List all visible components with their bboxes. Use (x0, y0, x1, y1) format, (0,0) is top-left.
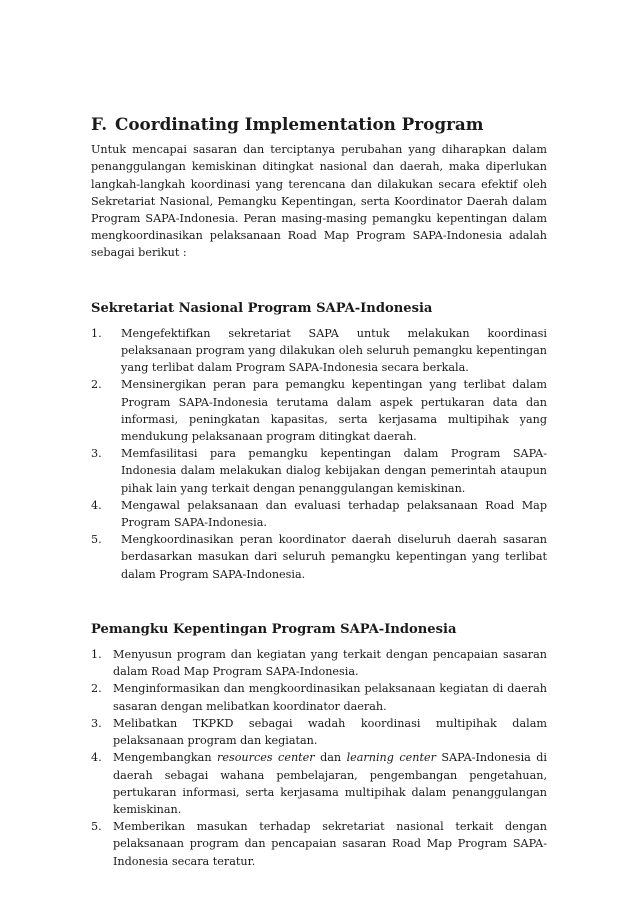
item-text: Menyusun program dan kegiatan yang terkait dengan pencapaian sasaran dalam Road Map Program SAPA-Indonesia. (113, 648, 547, 679)
item-text: Mensinergikan peran para pemangku kepentingan yang terlibat dalam Program SAPA-Indonesia terutama dalam aspek pertukaran data dan informasi, peningkatan kapasitas, serta kerjasama multipihak yang mendukung pelaksanaan program ditingkat daerah. (121, 378, 547, 444)
item-number: 2. (91, 378, 102, 392)
item-text: Memfasilitasi para pemangku kepentingan dalam Program SAPA-Indonesia dalam melakukan dialog kebijakan dengan pemerintah ataupun pihak lain yang terkait dengan penanggulangan kemiskinan. (121, 447, 547, 495)
section-letter: F. (91, 114, 108, 134)
pemangku-list (91, 646, 547, 870)
item-text: Mengefektifkan sekretariat SAPA untuk melakukan koordinasi pelaksanaan program yang dilakukan oleh seluruh pemangku kepentingan yang terlibat dalam Program SAPA-Indonesia secara berkala. (121, 326, 547, 375)
item-number: 1. (91, 648, 102, 662)
list-item (91, 818, 547, 870)
item-text: Mengkoordinasikan peran koordinator daerah diseluruh daerah sasaran berdasarkan masukan dari seluruh pemangku kepentingan yang terlibat dalam Program SAPA-Indonesia. (121, 533, 547, 581)
sekretariat-list (91, 325, 547, 583)
list-item (91, 531, 547, 583)
item-number: 3. (91, 447, 102, 461)
item-text: Memberikan masukan terhadap sekretariat nasional terkait dengan pelaksanaan program dan pencapaian sasaran Road Map Program SAPA-Indonesia secara teratur. (113, 820, 547, 868)
item-number: 1. (91, 326, 102, 340)
list-item (91, 445, 547, 497)
list-item (91, 680, 547, 714)
item-text-part: Mengembangkan (113, 751, 217, 765)
item-number: 5. (91, 533, 102, 547)
item-number: 4. (91, 498, 102, 512)
item-text-part: dan (314, 751, 347, 765)
list-item (91, 497, 547, 531)
item-text: Melibatkan TKPKD sebagai wadah koordinasi multipihak dalam pelaksanaan program dan kegiatan. (113, 716, 547, 748)
list-item (91, 376, 547, 445)
item-text: Mengawal pelaksanaan dan evaluasi terhadap pelaksanaan Road Map Program SAPA-Indonesia. (121, 498, 547, 530)
item-number: 2. (91, 682, 102, 696)
item-number: 5. (91, 820, 102, 834)
item-number: 3. (91, 716, 102, 730)
sekretariat-heading: Sekretariat Nasional Program SAPA-Indonesia (91, 300, 433, 316)
item-text-emphasis: learning center (346, 751, 436, 765)
section-heading (91, 116, 547, 133)
item-text-emphasis: resources center (216, 751, 315, 765)
intro-paragraph: Untuk mencapai sasaran dan terciptanya perubahan yang diharapkan dalam penanggulangan kemiskinan ditingkat nasional dan daerah, maka diperlukan langkah-langkah koordinasi yang terencana dan dilakukan secara efektif oleh Sekretariat Nasional, Pemangku Kepentingan, serta Koordinator Daerah dalam Program SAPA-Indonesia. Peran masing-masing pemangku kepentingan dalam mengkoordinasikan pelaksanaan Road Map Program SAPA-Indonesia adalah sebagai berikut : (91, 143, 547, 260)
item-text (113, 749, 547, 818)
section-title: Coordinating Implementation Program (115, 114, 484, 134)
pemangku-heading: Pemangku Kepentingan Program SAPA-Indonesia (91, 621, 457, 637)
item-text-part: SAPA-Indonesia di daerah sebagai wahana pembelajaran, pengembangan pengetahuan, pertukaran informasi, serta kerjasama multipihak dalam penanggulangan kemiskinan. (113, 751, 548, 816)
list-item (91, 749, 547, 818)
item-text: Menginformasikan dan mengkoordinasikan pelaksanaan kegiatan di daerah sasaran dengan melibatkan koordinator daerah. (113, 682, 547, 713)
list-item (91, 715, 547, 749)
list-item (91, 325, 547, 377)
document-page (91, 116, 547, 870)
item-number: 4. (91, 751, 102, 765)
list-item (91, 646, 547, 680)
